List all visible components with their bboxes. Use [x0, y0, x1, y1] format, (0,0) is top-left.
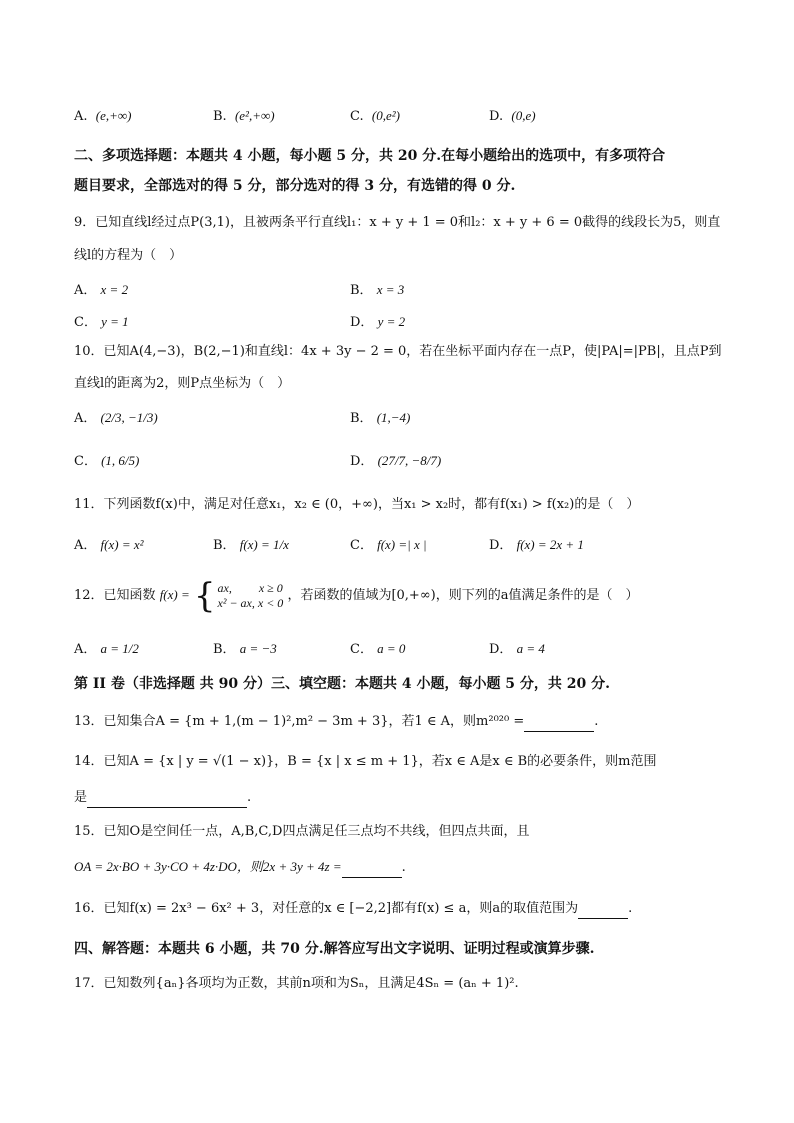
q9-option-a: A． x = 2	[74, 282, 129, 298]
q11-option-b: B． f(x) = 1/x	[213, 537, 289, 553]
q13-answer-blank[interactable]	[524, 717, 594, 732]
q14-answer-blank[interactable]	[87, 793, 247, 808]
piecewise-function: { ax, x ≥ 0 x² − ax, x < 0	[193, 575, 284, 616]
q8-option-a: A. (e,+∞)	[74, 108, 132, 124]
q11-option-d: D． f(x) = 2x + 1	[489, 537, 584, 553]
q8-option-b: B. (e²,+∞)	[213, 108, 275, 124]
q9-option-b: B． x = 3	[350, 282, 405, 298]
q14-stem-line1: 14．已知A = {x | y = √(1 − x)}，B = {x | x ≤ m + 1}，若x ∈ A是x ∈ B的必要条件，则m范围	[74, 754, 657, 769]
q10-option-c: C． (1, 6/5)	[74, 453, 140, 469]
q17-stem: 17．已知数列{aₙ}各项均为正数，其前n项和为Sₙ，且满足4Sₙ = (aₙ + 1)².	[74, 976, 519, 991]
q14-stem-line2: 是 .	[74, 788, 251, 808]
q12-option-a: A． a = 1/2	[74, 641, 139, 657]
q11-option-a: A． f(x) = x²	[74, 537, 144, 553]
q15-stem-line1: 15．已知O是空间任一点，A,B,C,D四点满足任三点均不共线，但四点共面，且	[74, 824, 530, 839]
q12-option-b: B． a = −3	[213, 641, 277, 657]
part2-heading: 第 II 卷（非选择题 共 90 分）三、填空题：本题共 4 小题，每小题 5 分，共 20 分.	[74, 676, 611, 692]
q10-option-b: B． (1,−4)	[350, 410, 411, 426]
q9-stem-line2: 线l的方程为（ ）	[74, 248, 183, 263]
q12-option-c: C． a = 0	[350, 641, 406, 657]
q13-stem: 13．已知集合A = {m + 1,(m − 1)²,m² − 3m + 3}，若1 ∈ A，则m²⁰²⁰ = .	[74, 712, 598, 732]
q10-stem-line2: 直线l的距离为2，则P点坐标为（ ）	[74, 376, 291, 391]
q15-stem-line2: OA = 2x·BO + 3y·CO + 4z·DO，则2x + 3y + 4z = .	[74, 857, 406, 878]
q8-option-d: D. (0,e)	[489, 108, 536, 124]
q9-stem-line1: 9．已知直线l经过点P(3,1)，且被两条平行直线l₁：x + y + 1 = 0和l₂：x + y + 6 = 0截得的线段长为5，则直	[74, 215, 721, 230]
q15-answer-blank[interactable]	[342, 863, 402, 878]
q12-option-d: D． a = 4	[489, 641, 545, 657]
q8-option-c: C. (0,e²)	[350, 108, 400, 124]
q10-stem-line1: 10．已知A(4,−3)，B(2,−1)和直线l：4x + 3y − 2 = 0，若在坐标平面内存在一点P，使|PA|=|PB|，且点P到	[74, 344, 722, 359]
q10-option-a: A． (2/3, −1/3)	[74, 410, 158, 426]
q10-option-d: D． (27/7, −8/7)	[350, 453, 442, 469]
section2-heading-line2: 题目要求，全部选对的得 5 分，部分选对的得 3 分，有选错的得 0 分.	[74, 178, 516, 194]
section2-heading-line1: 二、多项选择题：本题共 4 小题，每小题 5 分，共 20 分.在每小题给出的选项中，有多项符合	[74, 148, 666, 164]
q9-option-d: D． y = 2	[350, 314, 406, 330]
section4-heading: 四、解答题：本题共 6 小题，共 70 分.解答应写出文字说明、证明过程或演算步骤.	[74, 941, 595, 957]
q9-option-c: C． y = 1	[74, 314, 129, 330]
q11-option-c: C． f(x) =| x |	[350, 537, 427, 553]
q16-stem: 16．已知f(x) = 2x³ − 6x² + 3，对任意的x ∈ [−2,2]都有f(x) ≤ a，则a的取值范围为 .	[74, 899, 632, 919]
q12-stem: 12．已知函数 f(x) = { ax, x ≥ 0 x² − ax, x < 0 ，若函数的值域为[0,+∞)，则下列的a值满足条件的是（ ）	[74, 575, 639, 616]
q16-answer-blank[interactable]	[578, 904, 628, 919]
q11-stem: 11．下列函数f(x)中，满足对任意x₁，x₂ ∈ (0，+∞)，当x₁ > x₂时，都有f(x₁) > f(x₂)的是（ ）	[74, 497, 640, 512]
